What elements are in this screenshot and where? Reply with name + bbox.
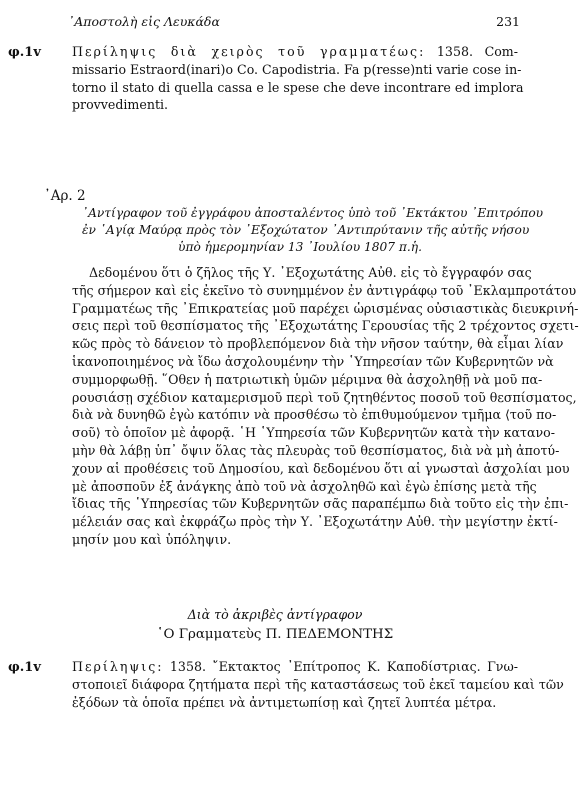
body-line: μέλειάν σας καὶ ἐκφράζω πρὸς τὴν Υ. ᾿Εξοχωτάτην Αὐθ. τὴν μεγίστην ἐκτί- — [72, 514, 558, 530]
title-line: ᾿Αντίγραφον τοῦ ἐγγράφου ἀποσταλέντος ὑπὸ τοῦ ᾿Εκτάκτου ᾿Επιτρόπου — [82, 206, 544, 220]
title-line: ὑπὸ ἡμερομηνίαν 13 ᾿Ιουλίου 1807 π.ἡ. — [178, 240, 422, 254]
body-line: ρουσιάσῃ σχέδιον καταμερισμοῦ περὶ τοῦ ζητηθέντος ποσοῦ τοῦ θεσπίσματος, — [72, 389, 577, 405]
body-line: Δεδομένου ὅτι ὁ ζῆλος τῆς Υ. ᾿Εξοχωτάτης Αὐθ. εἰς τὸ ἔγγραφόν σας — [89, 265, 532, 280]
body-line: ἱκανοποιημένος νὰ ἴδω ἀσχολουμένην τὴν ῾Υπηρεσίαν τῶν Κυβερνητῶν νὰ — [72, 353, 554, 369]
body-line: διὰ νὰ δυνηθῶ ἐγὼ κατόπιν νὰ προσθέσω τὸ ἐπιθυμούμενον τμῆμα ⟨τοῦ πο- — [72, 407, 557, 423]
body-line: μησίν μου καὶ ὑπόληψιν. — [72, 531, 232, 547]
summary-line: Περίληψις: 1358. ῎Εκτακτος ᾿Επίτροπος Κ. Καποδίστριας. Γνω- — [72, 659, 518, 674]
document-body — [72, 264, 579, 549]
summary-line: ἐξόδων τὰ ὁποῖα πρέπει νὰ ἀντιμετωπίσῃ καὶ ζητεῖ λυπτέα μέτρα. — [72, 694, 497, 710]
summary-line: provvedimenti. — [72, 97, 169, 113]
certification-line: Διὰ τὸ ἀκριβὲς ἀντίγραφον — [187, 607, 363, 622]
body-line: κῶς πρὸς τὸ δάνειον τὸ προβλεπόμενον διὰ τὴν νῆσον ταύτην, θὰ εἶμαι λίαν — [72, 336, 564, 352]
body-line: συμμορφωθῇ. ῞Οθεν ἡ πατριωτικὴ ὑμῶν μέριμνα θὰ ἀσχοληθῇ νὰ μοῦ πα- — [72, 371, 543, 387]
body-line: μὲ ἀποσποῦν ἐξ ἀνάγκης ἀπὸ τοῦ νὰ ἀσχοληθῶ καὶ ἐγὼ ἐπίσης μετὰ τῆς — [72, 478, 537, 494]
summary-greek — [72, 658, 564, 711]
summary-line: στοποιεῖ διάφορα ζητήματα περὶ τῆς καταστάσεως τοῦ ἐκεῖ ταμείου καὶ τῶν — [72, 676, 564, 692]
signatory-line: ῾Ο Γραμματεὺς Π. ΠΕΔΕΜΟΝΤΗΣ — [156, 627, 394, 642]
summary-lead: Περίληψις διὰ χειρὸς τοῦ γραμματέως: — [72, 44, 426, 59]
running-header-title: ᾿Αποστολὴ εἰς Λευκάδα — [68, 14, 220, 29]
body-line: σεις περὶ τοῦ θεσπίσματος τῆς ᾿Εξοχωτάτης Γερουσίας τῆς 2 τρέχοντος σχετι- — [72, 318, 579, 334]
page-number: 231 — [496, 14, 520, 29]
body-line: μὴν θὰ λάβῃ ὑπ᾿ ὄψιν ὅλας τὰς πλευρὰς τοῦ θεσπίσματος, διὰ νὰ μὴ ἀποτύ- — [72, 442, 560, 458]
folio-marker: φ.1v — [8, 45, 41, 60]
body-line: σοῦ⟩ τὸ ὁποῖον μὲ ἀφορᾷ. ῾Η ῾Υπηρεσία τῶν Κυβερνητῶν κατὰ τὴν κατανο- — [72, 425, 556, 441]
body-line: Γραμματέως τῆς ᾿Επικρατείας μοῦ παρέχει ὡρισμένας οὐσιαστικὰς διευκρινή- — [72, 300, 579, 316]
summary-lead: Περίληψις: — [72, 659, 164, 674]
document-title — [82, 205, 544, 256]
document-number: ᾿Αρ. 2 — [44, 188, 86, 204]
summary-line: Περίληψις διὰ χειρὸς τοῦ γραμματέως: 1358. Com- — [72, 44, 518, 59]
body-line: τῆς σήμερον καὶ εἰς ἐκεῖνο τὸ συνημμένον ἐν ἀντιγράφῳ τοῦ ᾿Εκλαμπροτάτου — [72, 282, 577, 298]
folio-marker: φ.1v — [8, 660, 41, 675]
body-line: ἴδιας τῆς ῾Υπηρεσίας τῶν Κυβερνητῶν σᾶς παραπέμπω διὰ τοῦτο εἰς τὴν ἐπι- — [72, 496, 569, 512]
summary-line: torno il stato di quella cassa e le spese che deve incontrare ed implora — [72, 79, 524, 95]
body-line: χουν αἱ προθέσεις τοῦ Δημοσίου, καὶ δεδομένου ὅτι αἱ γνωσταὶ ἀσχολίαι μου — [72, 460, 570, 476]
summary-line: missario Estraord(inari)o Co. Capodistria. Fa p(resse)nti varie cose in- — [72, 61, 522, 77]
title-line: ἐν ῾Αγίᾳ Μαύρᾳ πρὸς τὸν ᾿Εξοχώτατον ᾿Αντιπρύτανιν τῆς αὐτῆς νήσου — [82, 223, 530, 237]
summary-italian — [72, 43, 524, 114]
